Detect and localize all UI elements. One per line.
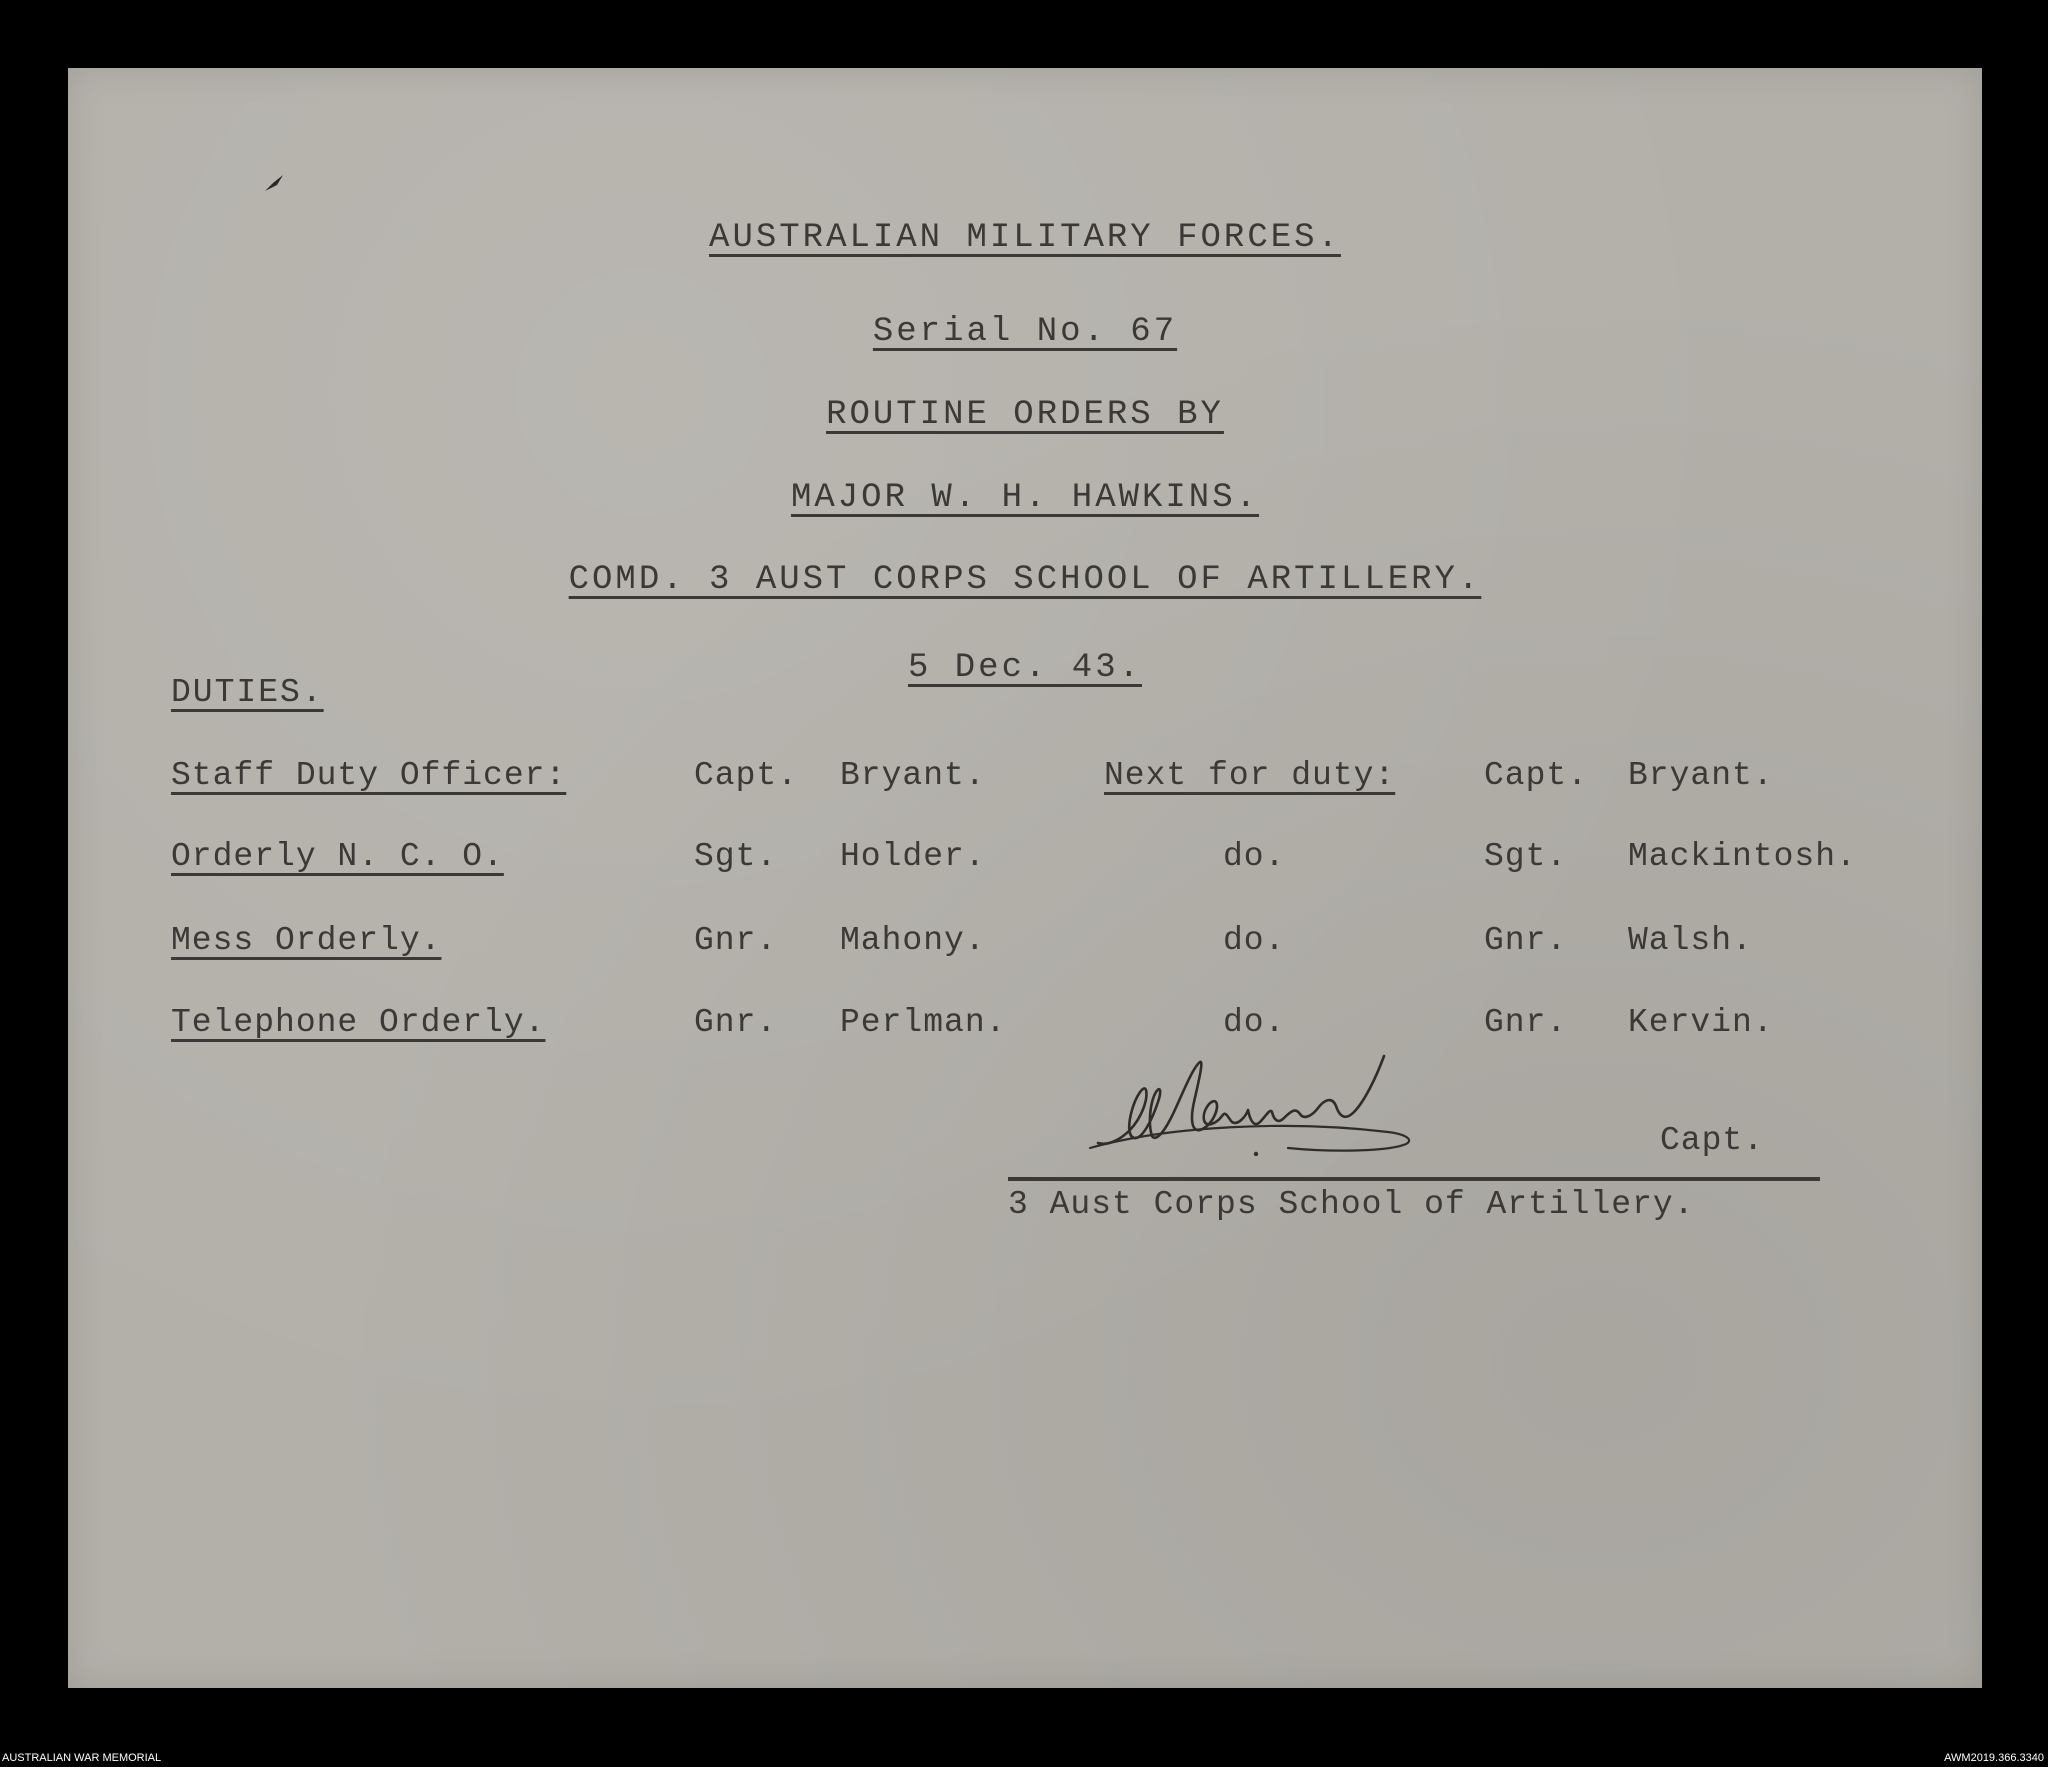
ditto-mark: do. [1223, 922, 1286, 959]
document-page [68, 68, 1982, 1688]
next-name: Mackintosh. [1628, 838, 1857, 875]
command-unit: COMD. 3 AUST CORPS SCHOOL OF ARTILLERY. [568, 561, 1482, 599]
duty-name: Mahony. [840, 922, 986, 959]
duty-role: Staff Duty Officer: [171, 757, 567, 794]
routine-orders-heading: ROUTINE ORDERS BY [826, 396, 1224, 434]
duties-heading: DUTIES. [171, 674, 324, 711]
duty-name: Holder. [840, 838, 986, 875]
duty-role: Orderly N. C. O. [171, 838, 504, 875]
duty-row [68, 916, 1982, 966]
duty-name: Perlman. [840, 1004, 1007, 1041]
signature-line [1008, 1177, 1820, 1181]
next-name: Walsh. [1628, 922, 1753, 959]
order-date: 5 Dec. 43. [907, 649, 1143, 687]
footer-credit: AUSTRALIAN WAR MEMORIAL [2, 1752, 162, 1764]
duty-role: Telephone Orderly. [171, 1004, 546, 1041]
commander-name: MAJOR W. H. HAWKINS. [790, 479, 1260, 517]
header-title: AUSTRALIAN MILITARY FORCES. [709, 219, 1341, 257]
next-rank: Capt. [1484, 757, 1589, 794]
next-rank: Gnr. [1484, 1004, 1568, 1041]
duty-row [68, 751, 1982, 801]
duty-row [68, 832, 1982, 882]
signatory-rank: Capt. [1660, 1122, 1765, 1159]
duty-role: Mess Orderly. [171, 922, 442, 959]
ditto-mark: do. [1223, 1004, 1286, 1041]
footer-accession-number: AWM2019.366.3340 [1944, 1752, 2044, 1764]
duty-rank: Gnr. [694, 922, 778, 959]
duty-rank: Gnr. [694, 1004, 778, 1041]
serial-number: Serial No. 67 [872, 313, 1178, 351]
next-rank: Sgt. [1484, 838, 1568, 875]
signatory-unit: 3 Aust Corps School of Artillery. [1008, 1186, 1695, 1223]
duty-row [68, 998, 1982, 1048]
duty-rank: Capt. [694, 757, 799, 794]
next-for-duty-label: Next for duty: [1104, 757, 1396, 794]
duty-rank: Sgt. [694, 838, 778, 875]
next-name: Kervin. [1628, 1004, 1774, 1041]
next-name: Bryant. [1628, 757, 1774, 794]
next-rank: Gnr. [1484, 922, 1568, 959]
duty-name: Bryant. [840, 757, 986, 794]
handwritten-signature [1088, 1028, 1428, 1168]
paper-blemish-icon [263, 173, 287, 195]
ditto-mark: do. [1223, 838, 1286, 875]
